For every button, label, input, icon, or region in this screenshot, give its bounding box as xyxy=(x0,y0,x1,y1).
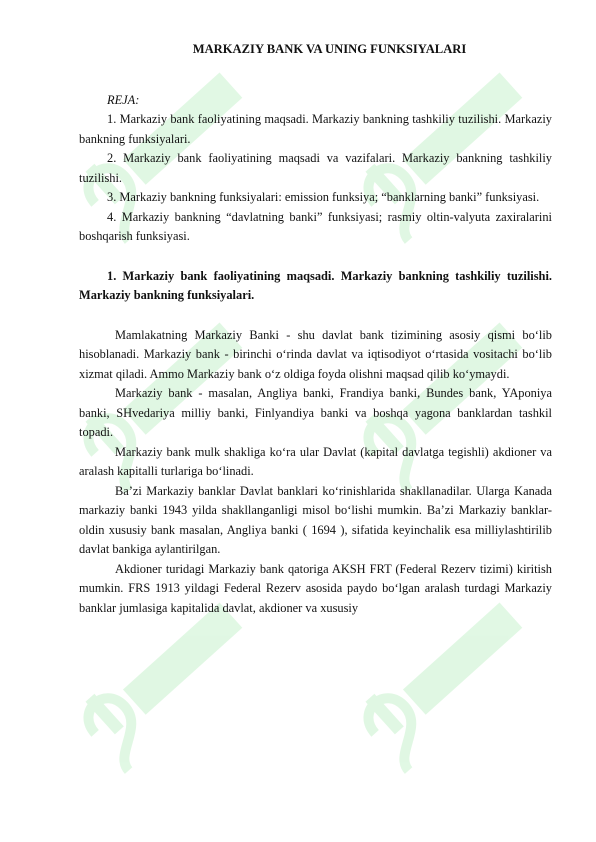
document-title: MARKAZIY BANK VA UNING FUNKSIYALARI xyxy=(192,42,467,56)
body-paragraph: Mamlakatning Markaziy Banki - shu davlat bank tizimining asosiy qismi bo‘lib hisoblanadi. Markaziy bank - birinchi o‘rinda davlat va iqtisodiyot o‘rtasida vositachi bo‘lib xizmat qiladi. Ammo Markaziy bank o‘z oldiga foyda olishni maqsad qilib ko‘ymaydi. xyxy=(79,327,552,381)
plan-item: 2. Markaziy bank faoliyatining maqsadi va vazifalari. Markaziy bankning tashkiliy tuzilishi. xyxy=(79,151,552,185)
section-heading: 1. Markaziy bank faoliyatining maqsadi. Markaziy bankning tashkiliy tuzilishi. Markaziy bankning funksiyalari. xyxy=(79,268,552,302)
document-page xyxy=(79,40,552,618)
body-paragraph: Ba’zi Markaziy banklar Davlat banklari ko‘rinishlarida shakllanadilar. Ularga Kanada markaziy banki 1943 yilda shakllanganligi misol bo‘lishi mumkin. Ba’zi Markaziy banklar- oldin xususiy bank masalan, Angliya banki ( 1694 ), sifatida keyinchalik esa milliylashtirilib davlat bankiga aylantirilgan. xyxy=(79,483,552,556)
plan-item: 1. Markaziy bank faoliyatining maqsadi. Markaziy bankning tashkiliy tuzilishi. Markaziy bankning funksiyalari. xyxy=(79,112,552,146)
plan-item: 4. Markaziy bankning “davlatning banki” funksiyasi; rasmiy oltin-valyuta zaxiralarini boshqarish funksiyasi. xyxy=(79,209,552,243)
body-paragraph: Markaziy bank mulk shakliga ko‘ra ular Davlat (kapital davlatga tegishli) akdioner va aralash kapitalli turlariga bo‘linadi. xyxy=(79,444,552,478)
plan-label: REJA: xyxy=(107,92,140,107)
body-text xyxy=(79,326,552,619)
body-paragraph: Markaziy bank - masalan, Angliya banki, Frandiya banki, Bundes bank, YAponiya banki, SHvedariya milliy banki, Finlyandiya banki va boshqa yagona banklardan tashkil topadi. xyxy=(79,386,552,439)
plan-item: 3. Markaziy bankning funksiyalari: emission funksiya; “banklarning banki” funksiyasi. xyxy=(107,190,540,204)
body-paragraph: Akdioner turidagi Markaziy bank qatoriga AKSH FRT (Federal Rezerv tizimi) kiritish mumkin. FRS 1913 yildagi Federal Rezerv asosida paydo bo‘lgan aralash turdagi Markaziy banklar jumlasiga kapitalida davlat, akdioner va xususiy xyxy=(79,561,552,615)
